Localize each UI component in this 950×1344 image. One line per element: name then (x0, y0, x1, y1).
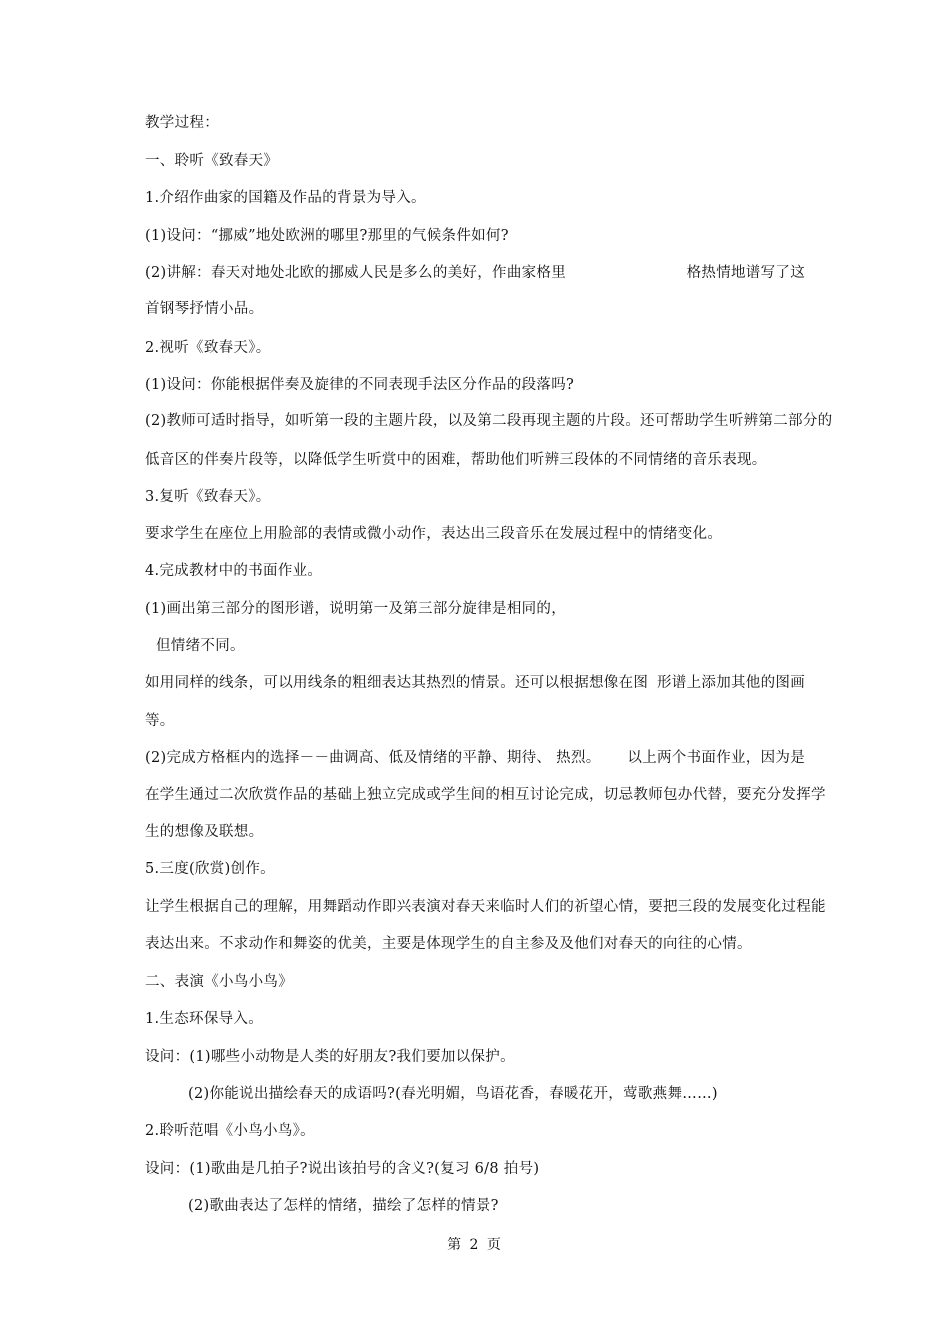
paragraph-line: 设问：(1)哪些小动物是人类的好朋友?我们要加以保护。 (145, 1049, 515, 1065)
heading-teaching-process: 教学过程： (145, 115, 219, 131)
paragraph-line: 等。 (145, 713, 175, 729)
paragraph-line: (2)你能说出描绘春天的成语吗?(春光明媚，鸟语花香，春暖花开，莺歌燕舞……) (188, 1086, 718, 1102)
paragraph-line (145, 263, 805, 283)
step-heading: 2.视听《致春天》。 (145, 340, 271, 356)
paragraph-line (145, 748, 805, 768)
paragraph-line: 设问：(1)歌曲是几拍子?说出该拍号的含义?(复习 6/8 拍号) (145, 1161, 540, 1177)
paragraph-line: (2)歌曲表达了怎样的情绪，描绘了怎样的情景? (188, 1198, 499, 1214)
text-fragment: (2)完成方格框内的选择－－曲调高、低及情绪的平静、期待、 热烈。 (145, 750, 601, 766)
paragraph-line: 生的想像及联想。 (145, 824, 264, 840)
text-fragment: 格热情地谱写了这 (686, 265, 805, 281)
paragraph-line: 首钢琴抒情小品。 (145, 301, 264, 317)
step-heading: 1.介绍作曲家的国籍及作品的背景为导入。 (145, 190, 426, 206)
section-heading-2: 二、表演《小鸟小鸟》 (145, 974, 293, 990)
paragraph-line: (1)画出第三部分的图形谱，说明第一及第三部分旋律是相同的， (145, 601, 567, 617)
paragraph-line: (2)教师可适时指导，如听第一段的主题片段，以及第二段再现主题的片段。还可帮助学生听辨第二部分的 (145, 413, 833, 429)
step-heading: 4.完成教材中的书面作业。 (145, 563, 323, 579)
section-heading-1: 一、聆听《致春天》 (145, 153, 279, 169)
paragraph-line: 让学生根据自己的理解，用舞蹈动作即兴表演对春天来临时人们的祈望心情，要把三段的发展变化过程能 (145, 899, 826, 915)
paragraph-line: (1)设问：你能根据伴奏及旋律的不同表现手法区分作品的段落吗? (145, 377, 575, 393)
text-fragment: 形谱上添加其他的图画 (657, 675, 805, 691)
text-fragment: (2)讲解：春天对地处北欧的挪威人民是多么的美好，作曲家格里 (145, 265, 567, 281)
step-heading: 2.聆听范唱《小鸟小鸟》。 (145, 1123, 315, 1139)
paragraph-line: 表达出来。不求动作和舞姿的优美，主要是体现学生的自主参及及他们对春天的向往的心情。 (145, 936, 752, 952)
paragraph-line: 低音区的伴奏片段等，以降低学生听赏中的困难，帮助他们听辨三段体的不同情绪的音乐表现。 (145, 452, 767, 468)
text-fragment: 以上两个书面作业，因为是 (627, 750, 805, 766)
paragraph-line: 要求学生在座位上用脸部的表情或微小动作，表达出三段音乐在发展过程中的情绪变化。 (145, 526, 723, 542)
paragraph-line: 在学生通过二次欣赏作品的基础上独立完成或学生间的相互讨论完成，切忌教师包办代替，要充分发挥学 (145, 787, 826, 803)
step-heading: 3.复听《致春天》。 (145, 489, 271, 505)
paragraph-line: (1)设问：“挪威”地处欧洲的哪里?那里的气候条件如何? (145, 228, 509, 244)
text-fragment: 如用同样的线条，可以用线条的粗细表达其热烈的情景。还可以根据想像在图 (145, 675, 649, 691)
paragraph-line (145, 673, 805, 693)
page-number: 第 2 页 (447, 1237, 503, 1253)
step-heading: 5.三度(欣赏)创作。 (145, 861, 275, 877)
paragraph-line: 但情绪不同。 (156, 638, 245, 654)
step-heading: 1.生态环保导入。 (145, 1011, 264, 1027)
